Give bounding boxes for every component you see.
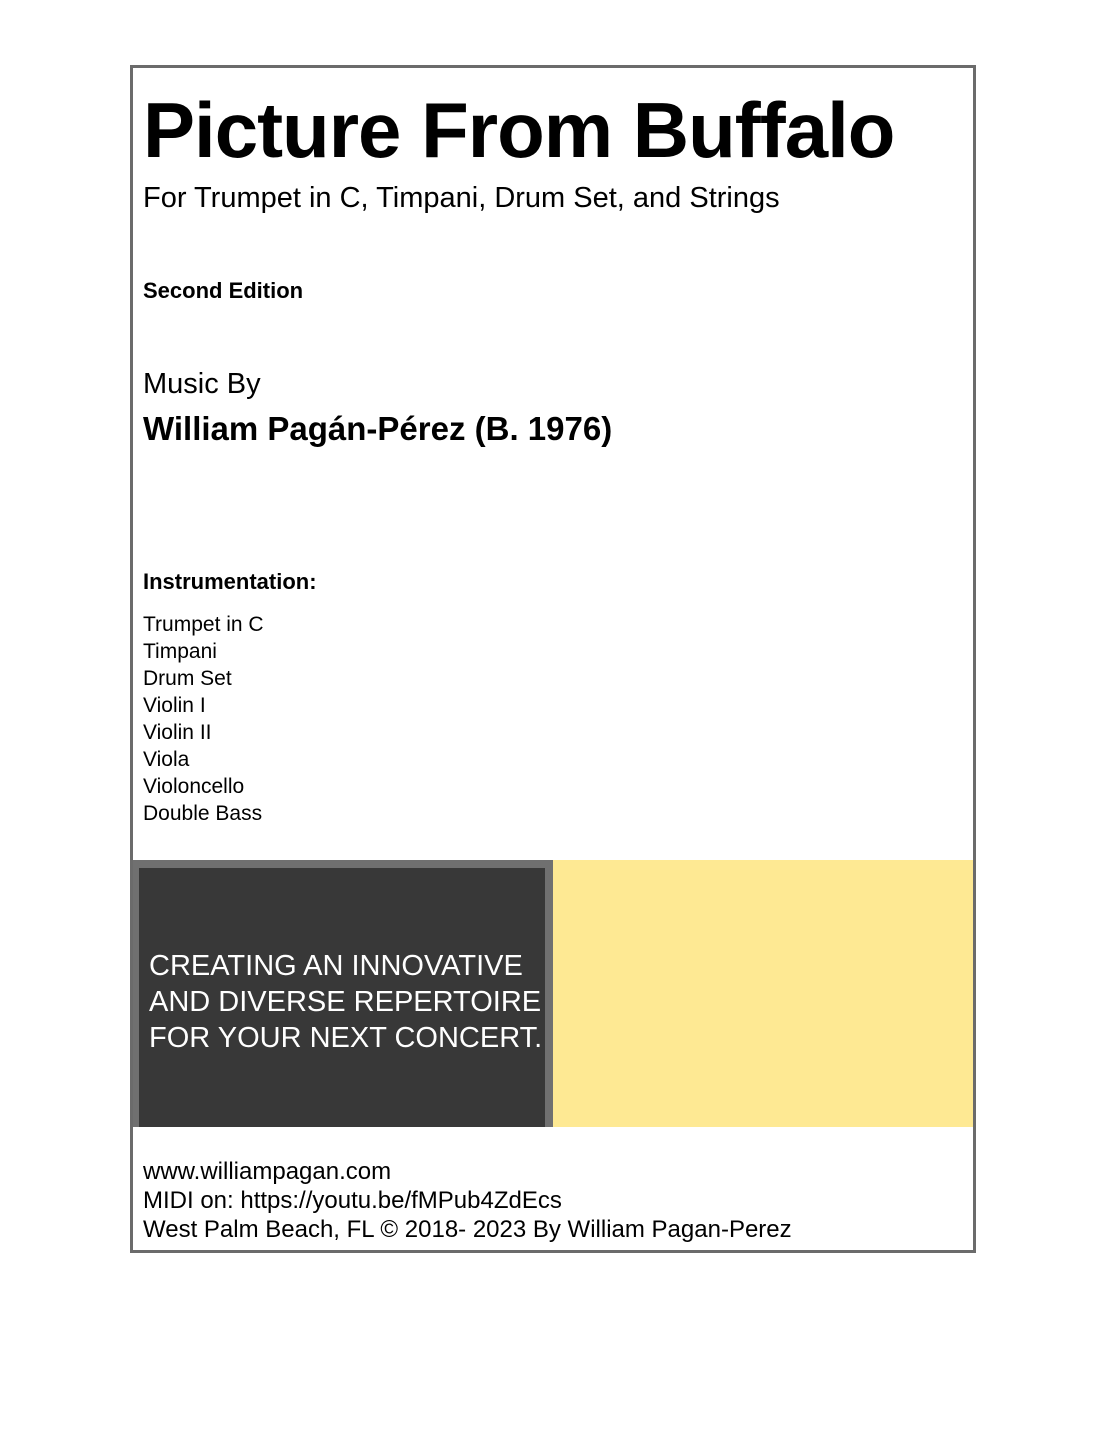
footer-info [143,1157,792,1244]
instrument-item: Violin II [143,721,212,744]
midi-link[interactable]: MIDI on: https://youtu.be/fMPub4ZdEcs [143,1187,562,1214]
instrument-item: Violin I [143,694,206,717]
instrument-item: Timpani [143,640,217,663]
banner-yellow-panel [553,860,973,1127]
slogan-banner [133,860,973,1127]
website-link[interactable]: www.williampagan.com [143,1158,392,1185]
slogan-line: CREATING AN INNOVATIVE [149,950,523,982]
copyright-notice: West Palm Beach, FL © 2018- 2023 By William Pagan-Perez [143,1216,792,1243]
instrument-item: Trumpet in C [143,613,264,636]
instrument-item: Viola [143,748,190,771]
slogan-line: FOR YOUR NEXT CONCERT. [149,1022,543,1054]
instrument-item: Drum Set [143,667,232,690]
slogan-line: AND DIVERSE REPERTOIRE [149,986,542,1018]
subtitle: For Trumpet in C, Timpani, Drum Set, and Strings [143,182,780,214]
music-by-label: Music By [143,368,261,400]
composer-name: William Pagán-Pérez (B. 1976) [143,410,613,447]
slogan-text [149,948,542,1056]
instrument-item: Double Bass [143,802,263,825]
edition-label: Second Edition [143,278,304,303]
page-title: Picture From Buffalo [143,86,895,174]
instrumentation-heading: Instrumentation: [143,569,317,594]
banner-dark-panel [133,860,553,1127]
instrument-item: Violoncello [143,775,245,798]
cover-frame [130,65,976,1253]
instrumentation-list [143,611,264,827]
